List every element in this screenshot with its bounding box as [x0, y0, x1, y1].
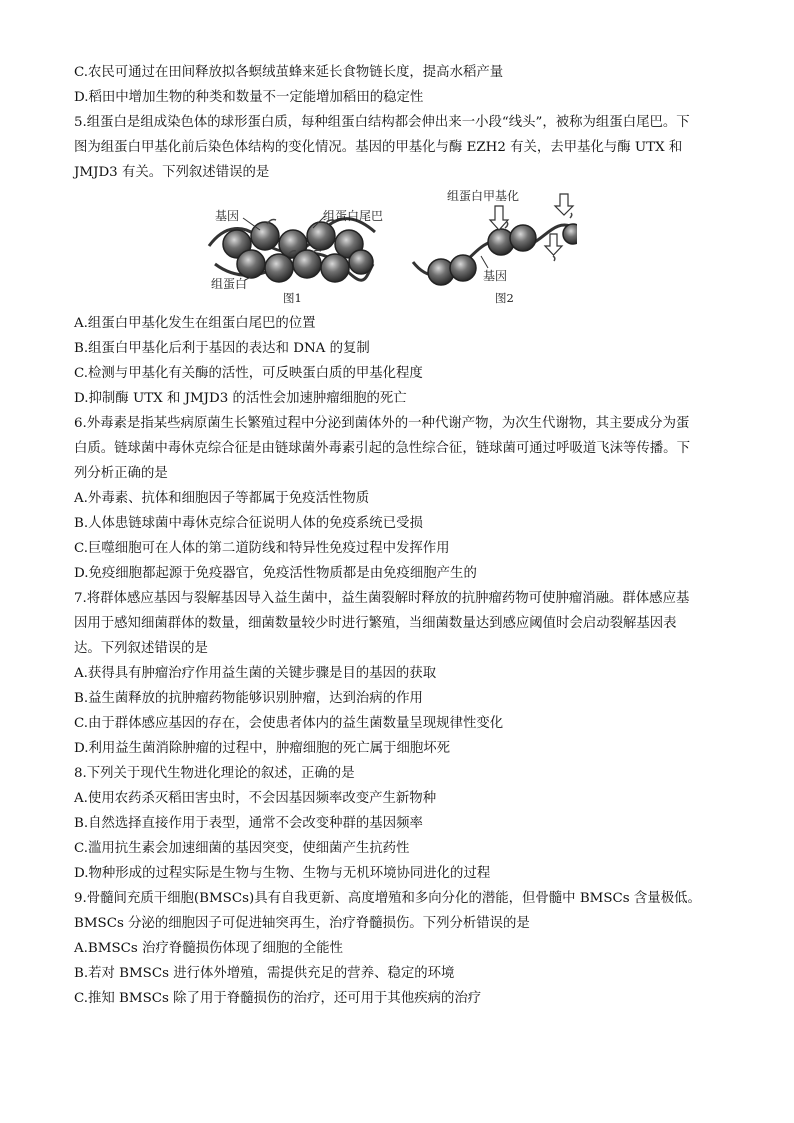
q7-option-d: D.利用益生菌消除肿瘤的过程中，肿瘤细胞的死亡属于细胞坏死 [74, 741, 451, 756]
q8-stem-line-1: 8.下列关于现代生物进化理论的叙述，正确的是 [74, 766, 355, 781]
q9-option-b: B.若对 BMSCs 进行体外增殖，需提供充足的营养、稳定的环境 [74, 966, 455, 981]
q5-option-c: C.检测与甲基化有关酶的活性，可反映蛋白质的甲基化程度 [74, 366, 423, 381]
fig1-caption: 图1 [283, 291, 302, 305]
q6-option-a: A.外毒素、抗体和细胞因子等都属于免疫活性物质 [74, 491, 370, 506]
fig2-label-gene: 基因 [483, 269, 508, 283]
q7-option-b: B.益生菌释放的抗肿瘤药物能够识别肿瘤，达到治病的作用 [74, 691, 423, 706]
q5-stem-line-1: 5.组蛋白是组成染色体的球形蛋白质，每种组蛋白结构都会伸出来一小段“线头”，被称为组蛋白尾巴。下 [74, 115, 690, 130]
fig1-label-histone: 组蛋白 [211, 277, 248, 291]
fig1-label-gene: 基因 [215, 209, 240, 223]
q6-option-d: D.免疫细胞都起源于免疫器官，免疫活性物质都是由免疫细胞产生的 [74, 566, 477, 581]
q6-stem-line-2: 白质。链球菌中毒休克综合征是由链球菌外毒素引起的急性综合征，链球菌可通过呼吸道飞沫等传播。下 [74, 441, 690, 456]
fig1-chromatin [209, 216, 375, 282]
q5-option-a: A.组蛋白甲基化发生在组蛋白尾巴的位置 [74, 316, 316, 331]
q8-option-d: D.物种形成的过程实际是生物与生物、生物与无机环境协同进化的过程 [74, 866, 491, 881]
q9-option-a: A.BMSCs 治疗脊髓损伤体现了细胞的全能性 [74, 941, 343, 956]
fig2-caption: 图2 [495, 291, 514, 305]
q7-stem-line-1: 7.将群体感应基因与裂解基因导入益生菌中，益生菌裂解时释放的抗肿瘤药物可使肿瘤消融。群体感应基 [74, 591, 690, 606]
fig1-label-histone-tail: 组蛋白尾巴 [323, 209, 384, 223]
q9-stem-line-2: BMSCs 分泌的细胞因子可促进轴突再生，治疗脊髓损伤。下列分析错误的是 [74, 916, 530, 931]
q5-option-d: D.抑制酶 UTX 和 JMJD3 的活性会加速肿瘤细胞的死亡 [74, 391, 407, 406]
q6-stem-line-1: 6.外毒素是指某些病原菌生长繁殖过程中分泌到菌体外的一种代谢产物，为次生代谢物，其主要成分为蛋 [74, 416, 690, 431]
q5-stem-line-2: 图为组蛋白甲基化前后染色体结构的变化情况。基因的甲基化与酶 EZH2 有关，去甲基化与酶 UTX 和 [74, 140, 683, 155]
q6-stem-line-3: 列分析正确的是 [74, 466, 168, 481]
q7-stem-line-2: 因用于感知细菌群体的数量，细菌数量较少时进行繁殖，当细菌数量达到感应阈值时会启动裂解基因表 [74, 616, 677, 631]
q5-option-b: B.组蛋白甲基化后利于基因的表达和 DNA 的复制 [74, 341, 370, 356]
q7-option-c: C.由于群体感应基因的存在，会使患者体内的益生菌数量呈现规律性变化 [74, 716, 504, 731]
q5-figure [205, 184, 577, 312]
q5-stem-line-3: JMJD3 有关。下列叙述错误的是 [74, 165, 270, 180]
q6-option-c: C.巨噬细胞可在人体的第二道防线和特异性免疫过程中发挥作用 [74, 541, 450, 556]
fig2-label-methylation: 组蛋白甲基化 [447, 189, 520, 203]
q9-option-c: C.推知 BMSCs 除了用于脊髓损伤的治疗，还可用于其他疾病的治疗 [74, 991, 482, 1006]
q6-option-b: B.人体患链球菌中毒休克综合征说明人体的免疫系统已受损 [74, 516, 423, 531]
q4-option-c: C.农民可通过在田间释放拟各螟绒茧蜂来延长食物链长度，提高水稻产量 [74, 65, 504, 80]
q7-stem-line-3: 达。下列叙述错误的是 [74, 641, 208, 656]
q4-option-d: D.稻田中增加生物的种类和数量不一定能增加稻田的稳定性 [74, 90, 424, 105]
q8-option-b: B.自然选择直接作用于表型，通常不会改变种群的基因频率 [74, 816, 423, 831]
q9-stem-line-1: 9.骨髓间充质干细胞(BMSCs)具有自我更新、高度增殖和多向分化的潜能，但骨髓中 BMSCs 含量极低。 [74, 891, 701, 906]
q8-option-c: C.滥用抗生素会加速细菌的基因突变，使细菌产生抗药性 [74, 841, 410, 856]
q7-option-a: A.获得具有肿瘤治疗作用益生菌的关键步骤是目的基因的获取 [74, 666, 437, 681]
q8-option-a: A.使用农药杀灭稻田害虫时，不会因基因频率改变产生新物种 [74, 791, 437, 806]
